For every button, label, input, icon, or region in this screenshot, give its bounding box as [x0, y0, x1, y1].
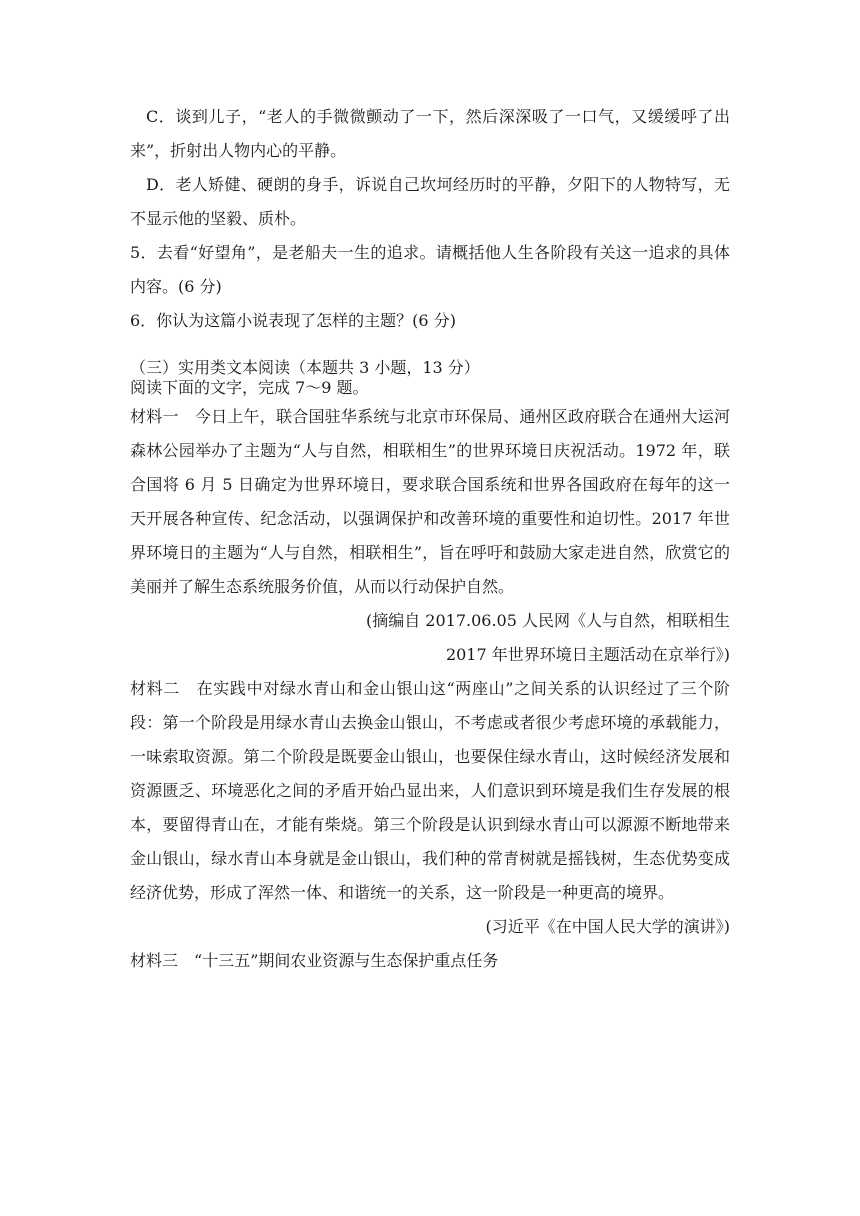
- question-5: 5．去看“好望角”，是老船夫一生的追求。请概括他人生各阶段有关这一追求的具体内容。(6 分): [130, 243, 730, 296]
- material-2: [130, 672, 730, 910]
- section-3-instruction: 阅读下面的文字，完成 7～9 题。: [130, 378, 369, 397]
- material-3-label: 材料三: [130, 951, 195, 970]
- material-1-source-line-1: (摘编自 2017.06.05 人民网《人与自然，相联相生: [365, 611, 730, 630]
- option-d: D．老人矫健、硬朗的身手，诉说自己坎坷经历时的平静，夕阳下的人物特写，无不显示他的坚毅、质朴。: [130, 175, 730, 228]
- material-3: [130, 944, 730, 978]
- material-2-text: 在实践中对绿水青山和金山银山这“两座山”之间关系的认识经过了三个阶段：第一个阶段是用绿水青山去换金山银山，不考虑或者很少考虑环境的承载能力，一味索取资源。第二个阶段是既要金山银山，也要保住绿水青山，这时候经济发展和资源匮乏、环境恶化之间的矛盾开始凸显出来，人们意识到环境是我们生存发展的根本，要留得青山在，才能有柴烧。第三个阶段是认识到绿水青山可以源源不断地带来金山银山，绿水青山本身就是金山银山，我们种的常青树就是摇钱树，生态优势变成经济优势，形成了浑然一体、和谐统一的关系，这一阶段是一种更高的境界。: [130, 679, 730, 902]
- material-2-label: 材料二: [130, 679, 197, 698]
- material-1: [130, 400, 730, 604]
- section-3-heading: （三）实用类文本阅读（本题共 3 小题，13 分）: [130, 358, 480, 377]
- material-1-text: 今日上午，联合国驻华系统与北京市环保局、通州区政府联合在通州大运河森林公园举办了主题为“人与自然，相联相生”的世界环境日庆祝活动。1972 年，联合国将 6 月 5 日确定为世界环境日，要求联合国系统和世界各国政府在每年的这一天开展各种宣传、纪念活动，以强调保护和改善环境的重要性和迫切性。2017 年世界环境日的主题为“人与自然，相联相生”，旨在呼吁和鼓励大家走进自然，欣赏它的美丽并了解生态系统服务价值，从而以行动保护自然。: [130, 407, 730, 596]
- option-c: C．谈到儿子，“老人的手微微颤动了一下，然后深深吸了一口气，又缓缓呼了出来”，折射出人物内心的平静。: [130, 107, 730, 160]
- question-6: 6．你认为这篇小说表现了怎样的主题？(6 分): [130, 311, 456, 330]
- material-3-text: “十三五”期间农业资源与生态保护重点任务: [194, 951, 499, 970]
- material-1-label: 材料一: [130, 407, 195, 426]
- section-gap: [130, 338, 730, 358]
- material-1-source-line-2: 2017 年世界环境日主题活动在京举行》): [445, 645, 730, 664]
- document-page: [130, 100, 730, 978]
- material-2-source: (习近平《在中国人民大学的演讲》): [485, 917, 730, 936]
